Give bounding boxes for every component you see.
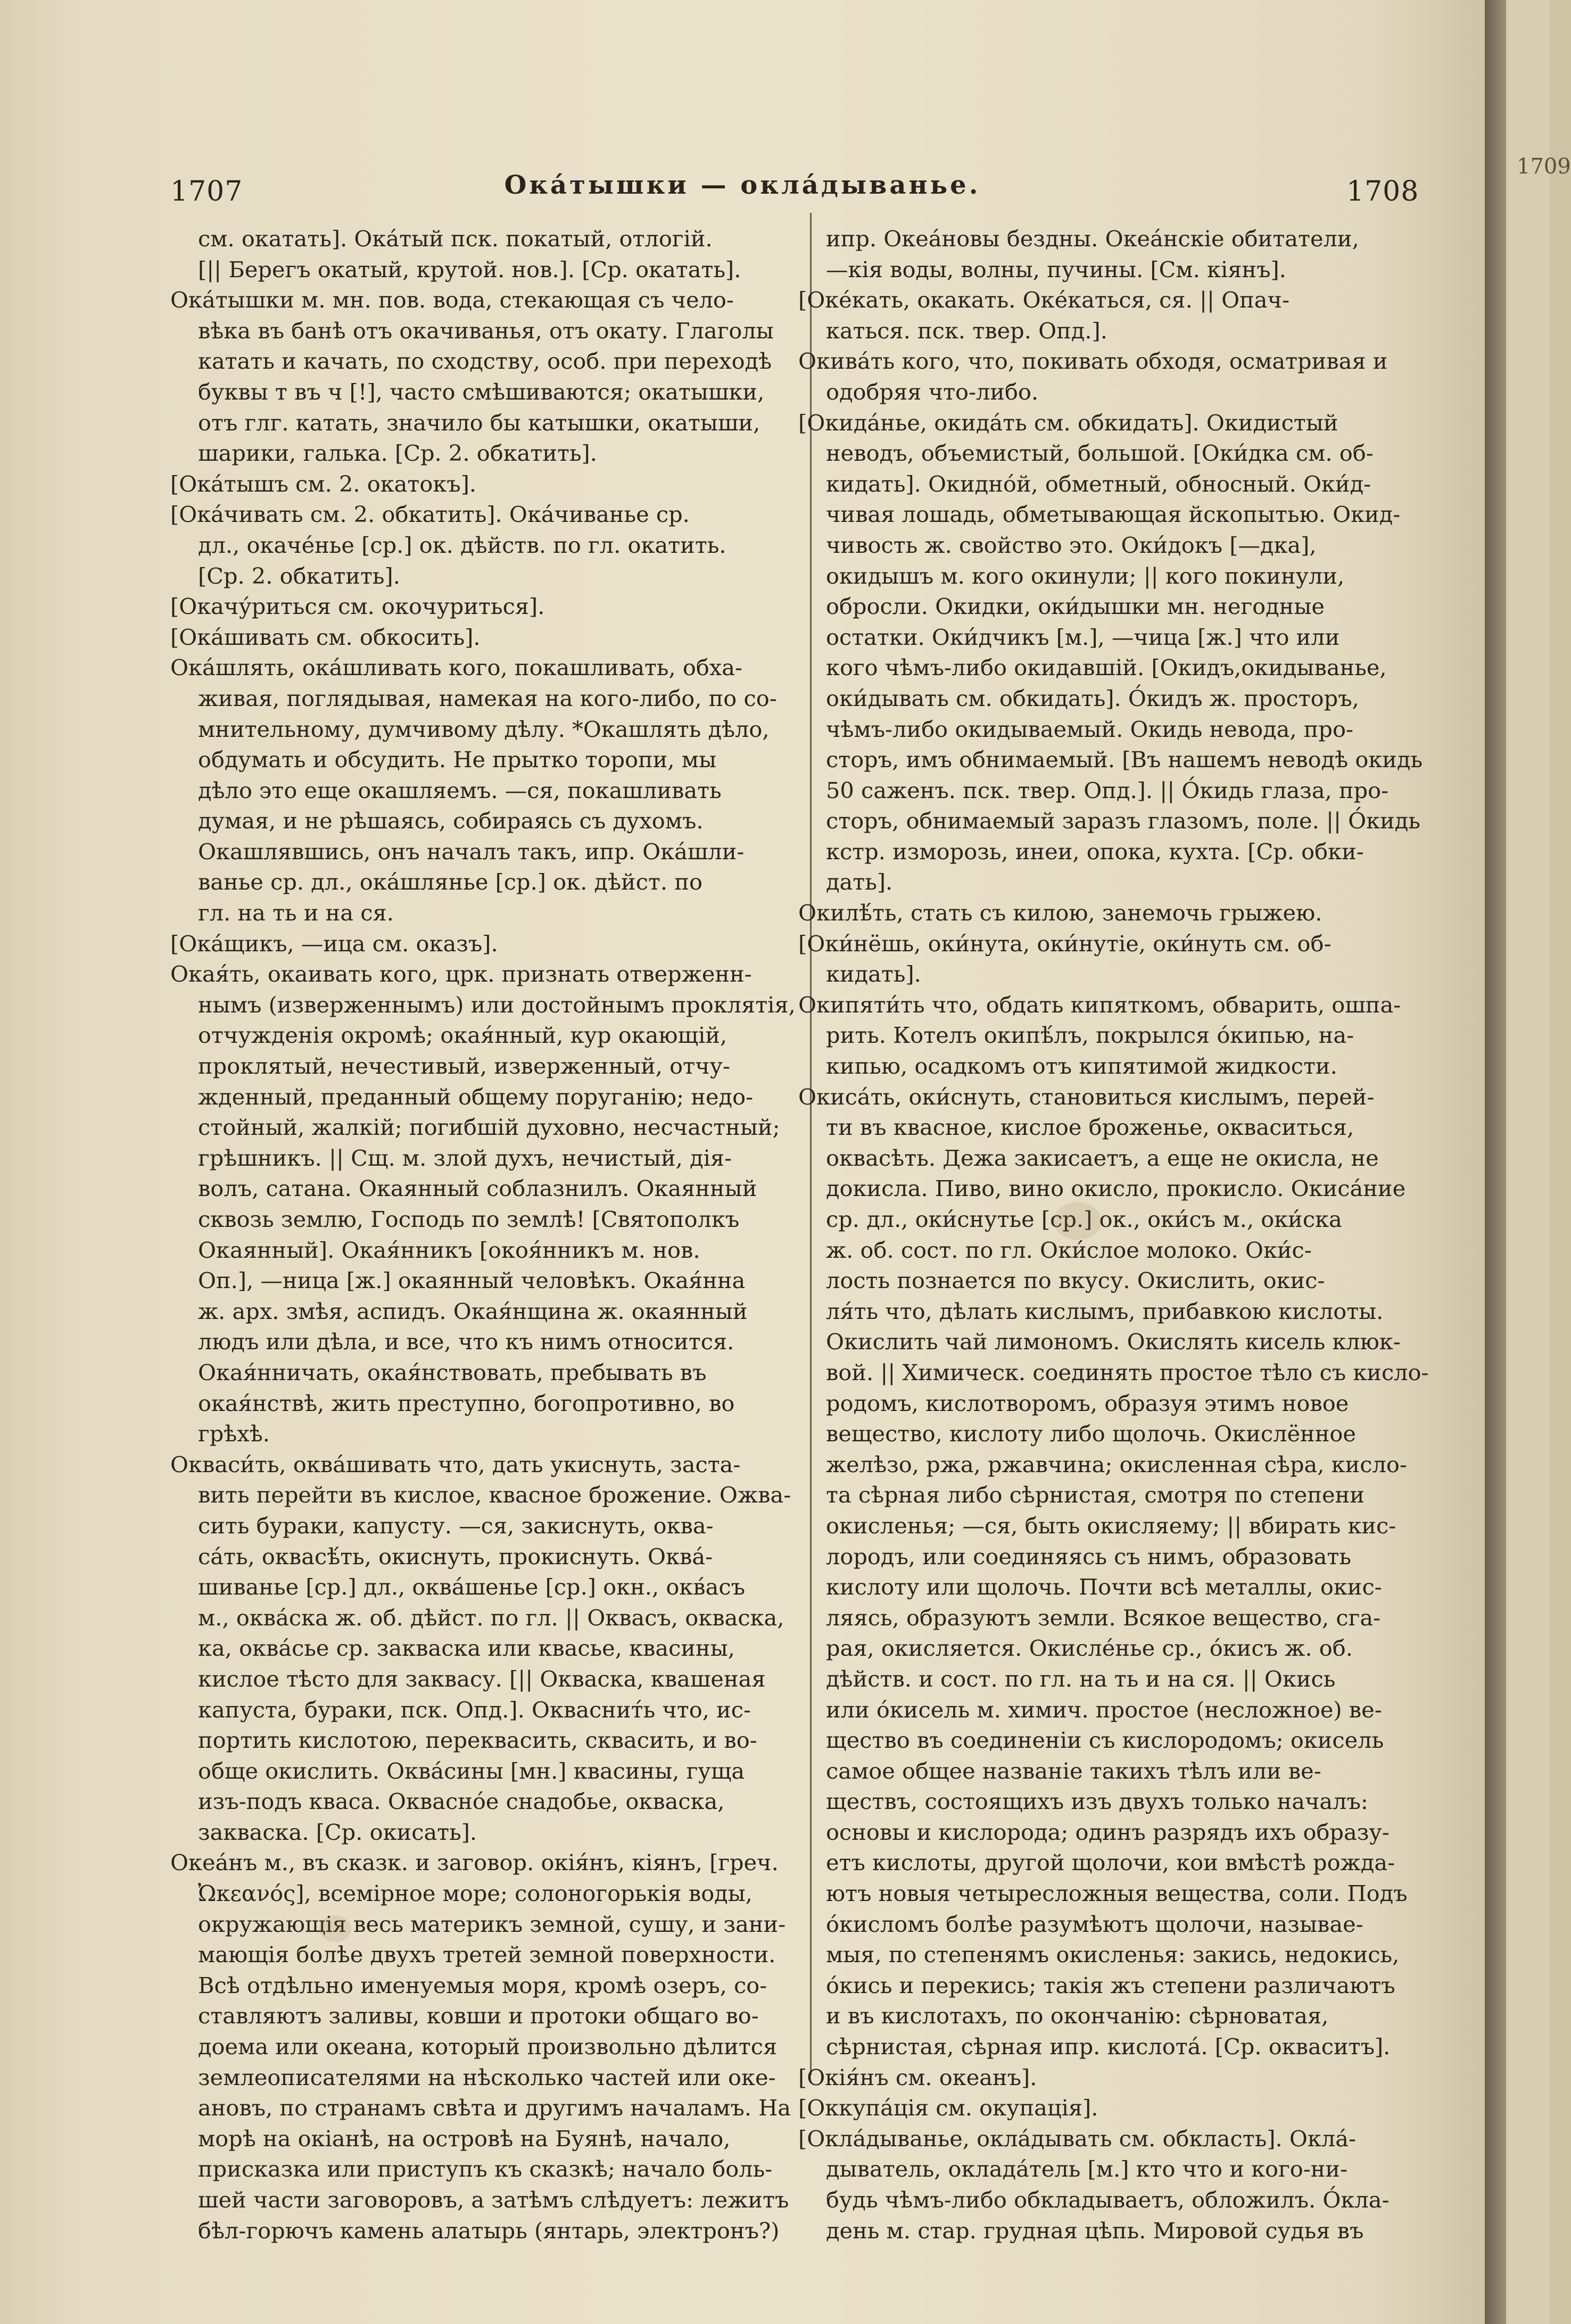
entry-text-line: кислоту или щолочь. Почти всѣ металлы, окис- (826, 1574, 1382, 1600)
entry-text-line: остатки. Оки́дчикъ [м.], —чица [ж.] что или (826, 624, 1340, 650)
entry-text-line: ванье ср. дл., ока́шлянье [ср.] ок. дѣйст. по (198, 869, 702, 895)
right-page-number: 1708 (1346, 176, 1419, 208)
entry-text-line: дѣйств. и сост. по гл. на ть и на ся. || Окись (826, 1665, 1336, 1692)
entry-headword-line: [Ока́чивать см. 2. обкатить]. Ока́чиванье ср. (170, 501, 690, 528)
left-page-number: 1707 (170, 176, 243, 208)
entry-headword-line: [Оккупа́ція см. окупація]. (798, 2095, 1098, 2121)
entry-text-line: чивость ж. свойство это. Оки́докъ [—дка], (826, 532, 1317, 558)
entry-text-line: дать]. (826, 869, 893, 895)
entry-text-line: доема или океана, который произвольно дѣлится (198, 2034, 778, 2060)
entry-headword-line: [Ока́шивать см. обкосить]. (170, 624, 481, 650)
entry-headword-line: [Окачу́риться см. окочуриться]. (170, 593, 545, 620)
entry-text-line: окая́нствѣ, жить преступно, богопротивно, во (198, 1390, 735, 1416)
entry-text-line: ляясь, образуютъ земли. Всякое вещество, сга- (826, 1604, 1381, 1631)
entry-text-line: катать и качать, по сходству, особ. при переходѣ (198, 348, 772, 375)
entry-text-line: одобряя что-либо. (826, 378, 1039, 405)
entry-text-line: о́кисломъ болѣе разумѣютъ щолочи, называе- (826, 1911, 1363, 1937)
entry-text-line: мнительному, думчивому дѣлу. *Окашлять дѣло, (198, 716, 770, 742)
entry-text-line: закваска. [Ср. окисать]. (198, 1819, 477, 1845)
entry-text-line: бѣл-горючъ камень алатырь (янтарь, электронъ?) (198, 2217, 780, 2244)
book-spine (1485, 0, 1506, 2324)
entry-headword-line: [Окла́дыванье, окла́дывать см. обкласть]. Окла́- (798, 2125, 1356, 2152)
entry-text-line: кого чѣмъ-либо окидавшій. [Окидъ,окидыванье, (826, 654, 1387, 681)
entry-text-line: м., оква́ска ж. об. дѣйст. по гл. || Оквасъ, окваска, (198, 1604, 784, 1631)
entry-text-line: см. окатать]. Ока́тый пск. покатый, отлогій. (198, 226, 713, 252)
entry-text-line: щество въ соединеніи съ кислородомъ; окисель (826, 1727, 1384, 1754)
entry-text-line: дыватель, окладáтель [м.] кто что и кого-ни- (826, 2156, 1348, 2182)
entry-headword-line: [Окида́нье, окида́ть см. обкидать]. Окидистый (798, 409, 1338, 436)
entry-headword-line: Океа́нъ м., въ сказк. и заговор. окія́нъ, кіянъ, [греч. (170, 1849, 779, 1876)
entry-text-line: грѣшникъ. || Сщ. м. злой духъ, нечистый, дія- (198, 1144, 732, 1171)
entry-text-line: шарики, галька. [Ср. 2. обкатить]. (198, 440, 597, 467)
entry-text-line: основы и кислорода; одинъ разрядъ ихъ образу- (826, 1819, 1390, 1845)
entry-text-line: ществъ, состоящихъ изъ двухъ только началъ: (826, 1788, 1368, 1815)
entry-text-line: неводъ, объемистый, большой. [Оки́дка см. об- (826, 440, 1374, 467)
entry-text-line: мыя, по степенямъ окисленья: закись, недокись, (826, 1941, 1400, 1968)
entry-text-line: день м. стар. грудная цѣпь. Мировой судья въ (826, 2217, 1364, 2244)
entry-text-line: думая, и не рѣшаясь, собираясь съ духомъ. (198, 808, 704, 834)
entry-text-line: кипью, осадкомъ отъ кипятимой жидкости. (826, 1053, 1337, 1080)
entry-text-line: каться. пск. твер. Опд.]. (826, 317, 1107, 344)
entry-text-line: ля́ть что, дѣлать кислымъ, прибавкою кислоты. (826, 1298, 1384, 1324)
entry-text-line: [Ср. 2. обкатить]. (198, 562, 400, 589)
entry-text-line: живая, поглядывая, намекая на кого-либо, по со- (198, 685, 777, 711)
entry-text-line: желѣзо, ржа, ржавчина; окисленная сѣра, кисло- (826, 1451, 1407, 1478)
entry-text-line: жденный, преданный общему поруганію; недо- (198, 1083, 754, 1110)
entry-text-line: вой. || Химическ. соединять простое тѣло съ кисло- (826, 1359, 1429, 1385)
entry-text-line: отчужденія окромѣ; окая́нный, кур окающій, (198, 1022, 727, 1049)
entry-text-line: кидать]. Окидно́й, обметный, обносный. Оки́д- (826, 470, 1371, 497)
entry-text-line: дл., окаче́нье [ср.] ок. дѣйств. по гл. окатить. (198, 532, 726, 558)
entry-text-line: ипр. Океа́новы бездны. Океа́нскіе обитатели, (826, 226, 1359, 252)
entry-text-line: оквасѣть. Дежа закисаетъ, а еще не окисла, не (826, 1144, 1379, 1171)
entry-text-line: Окашлявшись, онъ началъ такъ, ипр. Ока́шли- (198, 838, 745, 865)
entry-text-line: ставляютъ заливы, ковши и протоки общаго во- (198, 2003, 759, 2029)
entry-text-line: или о́кисель м. химич. простое (несложное) ве- (826, 1696, 1382, 1723)
entry-text-line: шиванье [ср.] дл., оква́шенье [ср.] окн., окв́асъ (198, 1574, 745, 1600)
entry-text-line: [|| Берегъ окатый, крутой. нов.]. [Ср. окатать]. (198, 256, 741, 283)
entry-text-line: нымъ (изверженнымъ) или достойнымъ проклятія, (198, 991, 796, 1018)
entry-text-line: обросли. Окидки, оки́дышки мн. негодные (826, 593, 1325, 620)
entry-headword-line: [Ока́тышъ см. 2. окатокъ]. (170, 470, 477, 497)
entry-text-line: лородъ, или соединяясь съ нимъ, образовать (826, 1543, 1351, 1570)
entry-text-line: ановъ, по странамъ свѣта и другимъ началамъ. На (198, 2095, 791, 2121)
entry-text-line: буквы т въ ч [!], часто смѣшиваются; окатышки, (198, 378, 765, 405)
paper-stain (319, 1915, 351, 1942)
entry-text-line: обще окислить. Оква́сины [мн.] квасины, гуща (198, 1757, 745, 1784)
entry-text-line: Окислить чай лимономъ. Окислять кисель клюк- (826, 1329, 1401, 1355)
entry-headword-line: Ока́шлять, ока́шливать кого, покашливать, обха- (170, 654, 743, 681)
entry-text-line: стойный, жалкій; погибшій духовно, несчастный; (198, 1114, 780, 1141)
entry-text-line: ж. арх. змѣя, аспидъ. Окая́нщина ж. окаянный (198, 1298, 748, 1324)
entry-text-line: чивая лошадь, обметывающая йскопытью. Окид- (826, 501, 1401, 528)
entry-text-line: грѣхѣ. (198, 1421, 270, 1447)
entry-text-line: сквозь землю, Господь по землѣ! [Святополкъ (198, 1206, 740, 1232)
entry-text-line: гл. на ть и на ся. (198, 900, 394, 926)
entry-text-line: родомъ, кислотворомъ, образуя этимъ новое (826, 1390, 1349, 1416)
entry-text-line: волъ, сатана. Окаянный соблазнилъ. Окаянный (198, 1175, 757, 1202)
paper-stain (1054, 1202, 1102, 1240)
entry-text-line: кидать]. (826, 961, 921, 987)
entry-text-line: ка, оква́сье ср. закваска или квасье, квасины, (198, 1635, 735, 1662)
entry-text-line: кстр. изморозь, инеи, опока, кухта. [Ср. обки- (826, 838, 1364, 865)
entry-text-line: рая, окисляется. Окисле́нье ср., о́кисъ ж. об. (826, 1635, 1353, 1662)
entry-text-line: землеописателями на нѣсколько частей или оке- (198, 2064, 776, 2090)
entry-text-line: морѣ на окіанѣ, на островѣ на Буянѣ, начало, (198, 2125, 731, 2152)
entry-text-line: ж. об. сост. по гл. Оки́слое молоко. Оки́с- (826, 1236, 1312, 1263)
entry-headword-line: [Ока́щикъ, —ица см. оказъ]. (170, 930, 498, 957)
entry-text-line: оки́дывать см. обкидать]. О́кидъ ж. просторъ, (826, 685, 1359, 711)
entry-text-line: и въ кислотахъ, по окончанію: сѣрноватая, (826, 2003, 1329, 2029)
entry-headword-line: Окилѣ́ть, стать съ килою, занемочь грыжею. (798, 900, 1322, 926)
entry-text-line: кислое тѣсто для заквасу. [|| Окваска, квашеная (198, 1665, 766, 1692)
entry-text-line: сторъ, имъ обнимаемый. [Въ нашемъ неводѣ окидь (826, 746, 1423, 773)
entry-headword-line: Ока́тышки м. мн. пов. вода, стекающая съ чело- (170, 287, 734, 313)
entry-text-line: Ὠκεανός], всемірное море; солоногорькія воды, (198, 1880, 753, 1907)
entry-text-line: ти въ квасное, кислое броженье, окваситься, (826, 1114, 1354, 1141)
entry-text-line: самое общее названіе такихъ тѣлъ или ве- (826, 1757, 1321, 1784)
entry-text-line: обдумать и обсудить. Не прытко торопи, мы (198, 746, 717, 773)
entry-text-line: Окаянный]. Окая́нникъ [окоя́нникъ м. нов. (198, 1236, 700, 1263)
entry-headword-line: Окиса́ть, оки́снуть, становиться кислымъ, перей- (798, 1083, 1375, 1110)
entry-text-line: окружающія весь материкъ земной, сушу, и зани- (198, 1911, 786, 1937)
entry-text-line: докисла. Пиво, вино окисло, прокисло. Окиса́ние (826, 1175, 1406, 1202)
entry-text-line: сторъ, обнимаемый заразъ глазомъ, поле. || О́кидь (826, 808, 1420, 834)
entry-text-line: людъ или дѣла, и все, что къ нимъ относится. (198, 1329, 734, 1355)
entry-headword-line: Окива́ть кого, что, покивать обходя, осматривая и (798, 348, 1388, 375)
entry-text-line: Всѣ отдѣльно именуемыя моря, кромѣ озеръ, со- (198, 1972, 767, 1998)
entry-text-line: отъ глг. катать, значило бы катышки, окатыши, (198, 409, 760, 436)
left-column (170, 223, 798, 2246)
running-head: Ока́тышки — окла́дыванье. (504, 170, 981, 200)
entry-headword-line: Окваси́ть, оква́шивать что, дать укиснуть, заста- (170, 1451, 741, 1478)
entry-text-line: капуста, бураки, пск. Опд.]. Окваснит́ь что, ис- (198, 1696, 751, 1723)
entry-text-line: Окая́нничать, окая́нствовать, пребывать въ (198, 1359, 707, 1385)
entry-text-line: будь чѣмъ-либо обкладываетъ, обложилъ. О́кла- (826, 2187, 1390, 2213)
entry-text-line: присказка или приступъ къ сказкѣ; начало боль- (198, 2156, 773, 2182)
entry-text-line: окидышъ м. кого окинули; || кого покинули, (826, 562, 1345, 589)
entry-text-line: сѣрнистая, сѣрная ипр. кислота́. [Ср. окваситъ]. (826, 2034, 1391, 2060)
entry-headword-line: Окая́ть, окаивать кого, црк. признать отверженн- (170, 961, 752, 987)
entry-headword-line: [Окéкать, окакать. Окéкаться, ся. || Опач- (798, 287, 1290, 313)
entry-text-line: ютъ новыя четыресложныя вещества, соли. Подъ (826, 1880, 1408, 1907)
entry-text-line: о́кись и перекись; такія жъ степени различаютъ (826, 1972, 1395, 1998)
entry-headword-line: Окипяти́ть что, обдать кипяткомъ, обварить, ошпа- (798, 991, 1401, 1018)
entry-text-line: са́ть, оквасѣ́ть, окиснуть, прокиснуть. Оква́- (198, 1543, 713, 1570)
entry-text-line: вѣка въ банѣ отъ окачиванья, отъ окату. Глаголы (198, 317, 774, 344)
entry-text-line: етъ кислоты, другой щолочи, кои вмѣстѣ рожда- (826, 1849, 1395, 1876)
entry-text-line: рить. Котелъ окипѣ́лъ, покрылся о́кипью, на- (826, 1022, 1354, 1049)
entry-text-line: вить перейти въ кислое, квасное брожение. Ожва- (198, 1482, 791, 1508)
entry-text-line: ср. дл., оки́снутье [ср.] ок., оки́съ м., оки́ска (826, 1206, 1342, 1232)
next-page-edge (1506, 0, 1571, 2324)
entry-text-line: изъ-подъ кваса. Окваснóе снадобье, окваска, (198, 1788, 725, 1815)
next-page-fragment: 1709 (1517, 154, 1571, 179)
entry-text-line: чѣмъ-либо окидываемый. Окидь невода, про- (826, 716, 1353, 742)
entry-text-line: окисленья; —ся, быть окисляему; || вбирать кис- (826, 1512, 1396, 1539)
entry-text-line: портить кислотою, переквасить, сквасить, и во- (198, 1727, 757, 1754)
entry-headword-line: [Оки́нёшь, оки́нута, оки́нутіе, оки́нуть см. об- (798, 930, 1332, 957)
entry-text-line: дѣло это еще окашляемъ. —ся, покашливать (198, 777, 722, 803)
entry-text-line: лость познается по вкусу. Окислить, окис- (826, 1267, 1325, 1294)
entry-text-line: та сѣрная либо сѣрнистая, смотря по степени (826, 1482, 1365, 1508)
entry-text-line: мающія болѣе двухъ третей земной поверхности. (198, 1941, 776, 1968)
right-column (798, 223, 1429, 2246)
entry-text-line: —кія воды, волны, пучины. [См. кіянъ]. (826, 256, 1286, 283)
entry-text-line: сить бураки, капусту. —ся, закиснуть, оква- (198, 1512, 714, 1539)
entry-headword-line: [Окія́нъ см. океанъ]. (798, 2064, 1037, 2090)
entry-text-line: 50 саженъ. пск. твер. Опд.]. || О́кидь глаза, про- (826, 777, 1389, 803)
entry-text-line: проклятый, нечестивый, изверженный, отчу- (198, 1053, 730, 1080)
entry-text-line: Оп.], —ница [ж.] окаянный человѣкъ. Окая́нна (198, 1267, 746, 1294)
entry-text-line: вещество, кислоту либо щолочь. Окислённое (826, 1421, 1356, 1447)
entry-text-line: шей части заговоровъ, а затѣмъ слѣдуетъ: лежитъ (198, 2187, 789, 2213)
